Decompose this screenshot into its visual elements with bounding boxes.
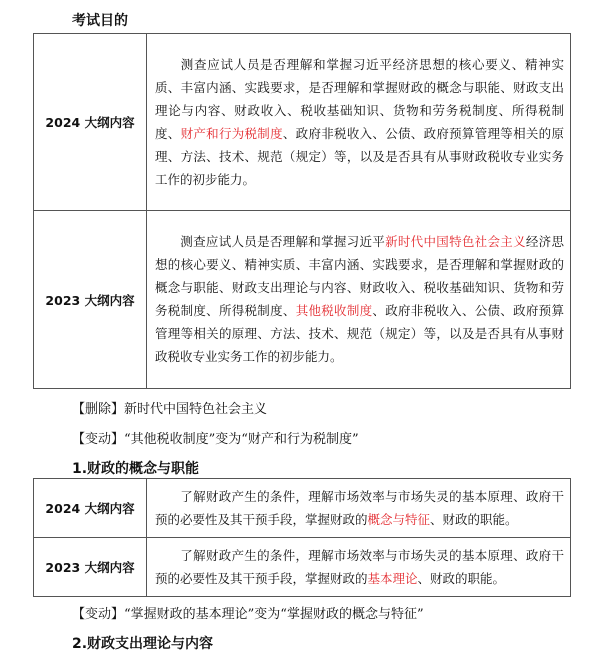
content-text: 了解财政产生的条件，理解市场效率与市场失灵的基本原理、政府干预的必要性及其干预手段，掌握财政的 [155, 488, 564, 527]
row-content [147, 34, 571, 211]
row-content [147, 538, 571, 597]
note-tag: 【变动】 [72, 432, 125, 447]
content-text: 测查应试人员是否理解和掌握习近平经济思想的核心要义、精神实质、丰富内涵、实践要求，是否理解和掌握财政的概念与职能、财政支出理论与内容、财政收入、税收基础知识、货物和劳务税制度、所得税制度、 [155, 56, 564, 141]
row-content [147, 211, 571, 389]
highlight-text: 基本理论 [367, 570, 418, 586]
table-row [34, 211, 571, 389]
content-text: 、财政的职能。 [430, 511, 518, 527]
note-tag: 【删除】 [72, 402, 125, 417]
note-changed [72, 428, 359, 447]
section-heading-1: 1.财政的概念与职能 [72, 461, 200, 477]
content-text: 了解财政产生的条件，理解市场效率与市场失灵的基本原理、政府干预的必要性及其干预手段，掌握财政的 [155, 547, 564, 586]
row-content [147, 479, 571, 538]
content-text: 经济思想的核心要义、精神实质、丰富内涵、实践要求，是否理解和掌握财政的概念与职能、财政支出理论与内容、财政收入、税收基础知识、货物和劳务税制度、所得税制度、 [155, 234, 564, 318]
section-heading-purpose: 考试目的 [72, 13, 128, 29]
content-text: 测查应试人员是否理解和掌握习近平 [180, 234, 386, 249]
table-row [34, 479, 571, 538]
note-deleted [72, 398, 267, 417]
comparison-table-section-1 [33, 478, 571, 597]
comparison-table-overview [33, 33, 571, 389]
row-label: 2023 大纲内容 [34, 538, 147, 597]
content-text: 、政府非税收入、公债、政府预算管理等相关的原理、方法、技术、规范（规定）等，以及是否具有从事财政税收专业实务工作的初步能力。 [155, 303, 564, 364]
section-heading-2: 2.财政支出理论与内容 [72, 636, 214, 652]
note-changed [72, 603, 424, 622]
highlight-text: 其他税收制度 [295, 303, 373, 318]
row-label: 2024 大纲内容 [34, 479, 147, 538]
note-text: “其他税收制度”变为“财产和行为税制度” [124, 432, 359, 447]
highlight-text: 概念与特征 [367, 511, 431, 527]
note-text: 新时代中国特色社会主义 [124, 402, 268, 417]
content-text: 、政府非税收入、公债、政府预算管理等相关的原理、方法、技术、规范（规定）等，以及是否具有从事财政税收专业实务工作的初步能力。 [155, 125, 564, 187]
note-tag: 【变动】 [72, 607, 125, 622]
row-label: 2023 大纲内容 [34, 211, 147, 389]
highlight-text: 新时代中国特色社会主义 [385, 234, 526, 249]
table-row [34, 538, 571, 597]
content-text: 、财政的职能。 [417, 570, 506, 586]
table-row [34, 34, 571, 211]
note-text: “掌握财政的基本理论”变为“掌握财政的概念与特征” [124, 607, 424, 622]
highlight-text: 财产和行为税制度 [180, 125, 283, 141]
row-label: 2024 大纲内容 [34, 34, 147, 211]
